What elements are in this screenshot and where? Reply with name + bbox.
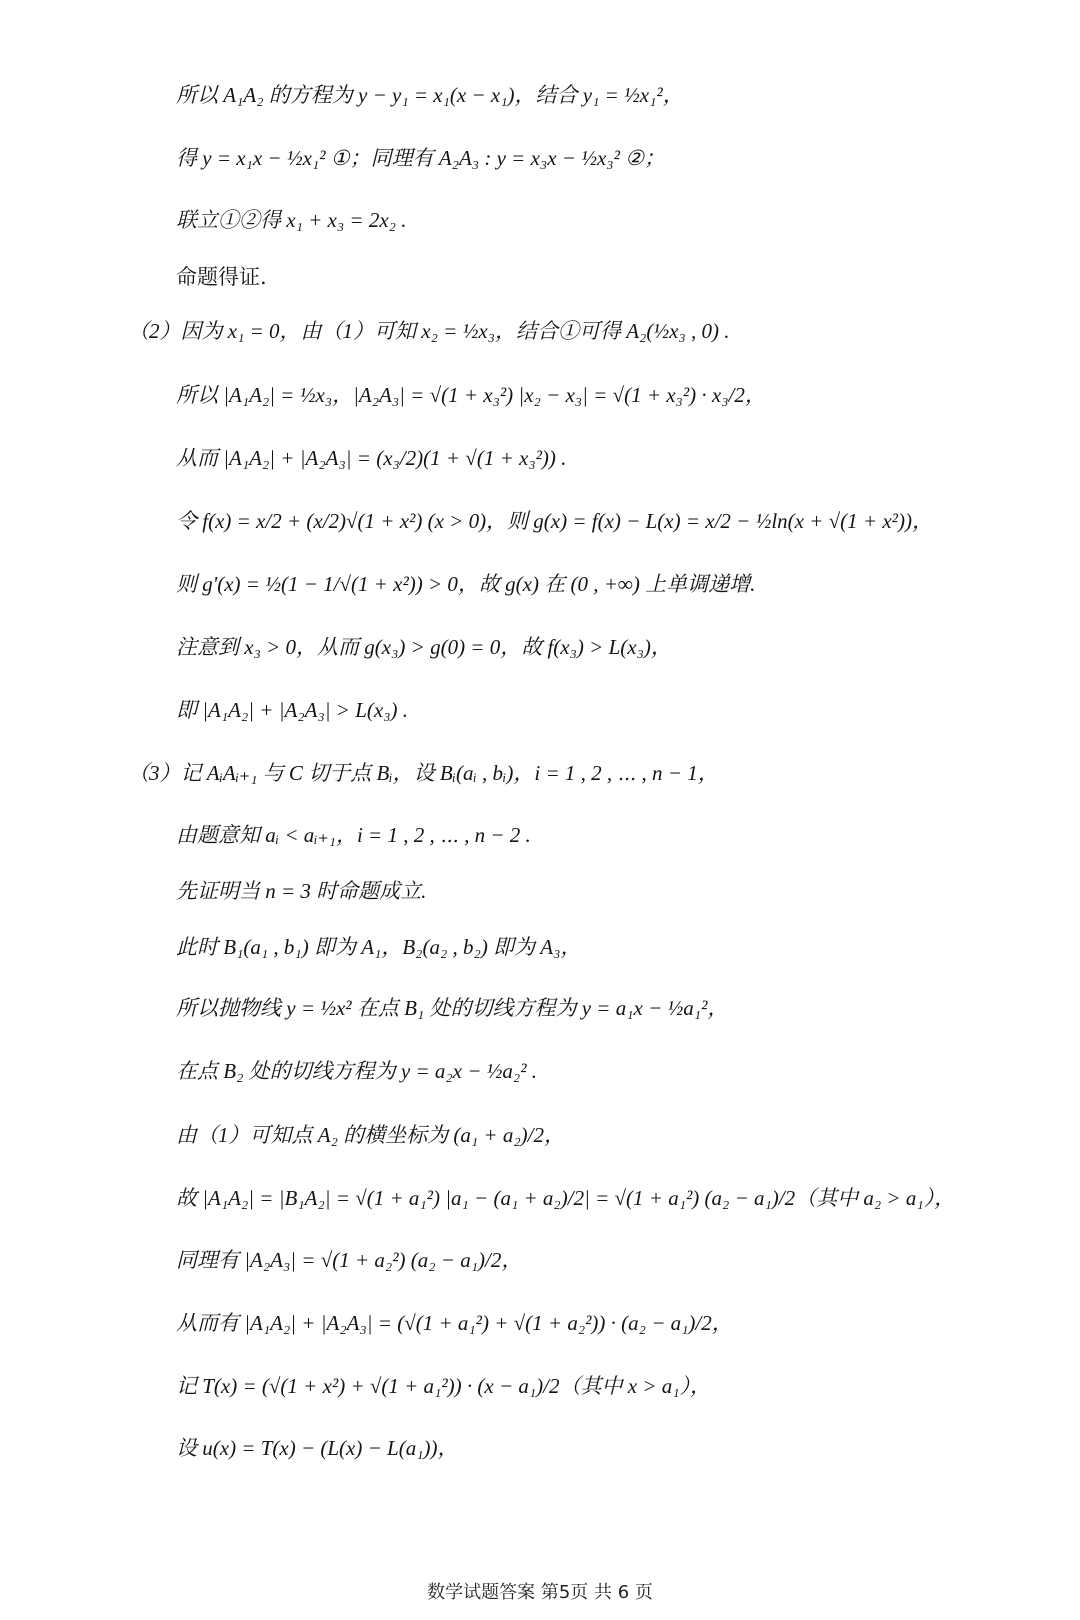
part-3-heading-line: （3）记 AᵢAᵢ₊₁ 与 C 切于点 Bᵢ，设 Bᵢ(aᵢ , bᵢ)，i = 1 , 2 , ⋯ , n − 1， (128, 761, 719, 785)
text-line-11: 即 |A₁A₂| + |A₂A₃| > L(x₃) . (176, 698, 408, 722)
text-line-21: 从而有 |A₁A₂| + |A₂A₃| = (√(1 + a₁²) + √(1 + a₂²)) · (a₂ − a₁)/2， (176, 1311, 733, 1335)
text-line-4: 命题得证. (176, 265, 267, 289)
text-line-18: 由（1）可知点 A₂ 的横坐标为 (a₁ + a₂)/2， (176, 1123, 565, 1147)
text-line-1: 所以 A₁A₂ 的方程为 y − y₁ = x₁(x − x₁)，结合 y₁ = ½x₁²， (176, 83, 684, 107)
text-line-13: 由题意知 aᵢ < aᵢ₊₁，i = 1 , 2 , ⋯ , n − 2 . (176, 823, 531, 847)
text-line-20: 同理有 |A₂A₃| = √(1 + a₂²) (a₂ − a₁)/2， (176, 1248, 523, 1272)
text-line-2: 得 y = x₁x − ½x₁² ①；同理有 A₂A₃ : y = x₃x − ½x₃² ②； (176, 146, 665, 170)
text-line-10: 注意到 x₃ > 0，从而 g(x₃) > g(0) = 0，故 f(x₃) > L(x₃)， (176, 635, 672, 659)
text-line-23: 设 u(x) = T(x) − (L(x) − L(a₁))， (176, 1436, 459, 1460)
text-line-16: 所以抛物线 y = ½x² 在点 B₁ 处的切线方程为 y = a₁x − ½a₁²， (176, 996, 729, 1020)
text-line-3: 联立①②得 x₁ + x₃ = 2x₂ . (176, 208, 407, 232)
text-line-9: 则 g'(x) = ½(1 − 1/√(1 + x²)) > 0，故 g(x) 在 (0 , +∞) 上单调递增. (176, 572, 756, 596)
page-footer: 数学试题答案 第5页 共 6 页 (427, 1582, 653, 1603)
text-line-19: 故 |A₁A₂| = |B₁A₂| = √(1 + a₁²) |a₁ − (a₁ + a₂)/2| = √(1 + a₁²) (a₂ − a₁)/2（其中 a₂ > a₁）， (176, 1186, 956, 1210)
text-line-6: 所以 |A₁A₂| = ½x₃，|A₂A₃| = √(1 + x₃²) |x₂ − x₃| = √(1 + x₃²) · x₃/2， (176, 383, 766, 407)
text-line-15: 此时 B₁(a₁ , b₁) 即为 A₁，B₂(a₂ , b₂) 即为 A₃， (176, 935, 582, 959)
text-line-17: 在点 B₂ 处的切线方程为 y = a₂x − ½a₂² . (176, 1059, 538, 1083)
text-line-8: 令 f(x) = x/2 + (x/2)√(1 + x²) (x > 0)，则 g(x) = f(x) − L(x) = x/2 − ½ln(x + √(1 + x²))， (176, 509, 933, 533)
text-line-14: 先证明当 n = 3 时命题成立. (176, 879, 427, 903)
text-line-7: 从而 |A₁A₂| + |A₂A₃| = (x₃/2)(1 + √(1 + x₃²)) . (176, 446, 567, 470)
part-2-heading-line: （2）因为 x₁ = 0，由（1）可知 x₂ = ½x₃，结合①可得 A₂(½x₃ , 0) . (128, 319, 730, 343)
text-line-22: 记 T(x) = (√(1 + x²) + √(1 + a₁²)) · (x − a₁)/2（其中 x > a₁）， (176, 1374, 712, 1398)
